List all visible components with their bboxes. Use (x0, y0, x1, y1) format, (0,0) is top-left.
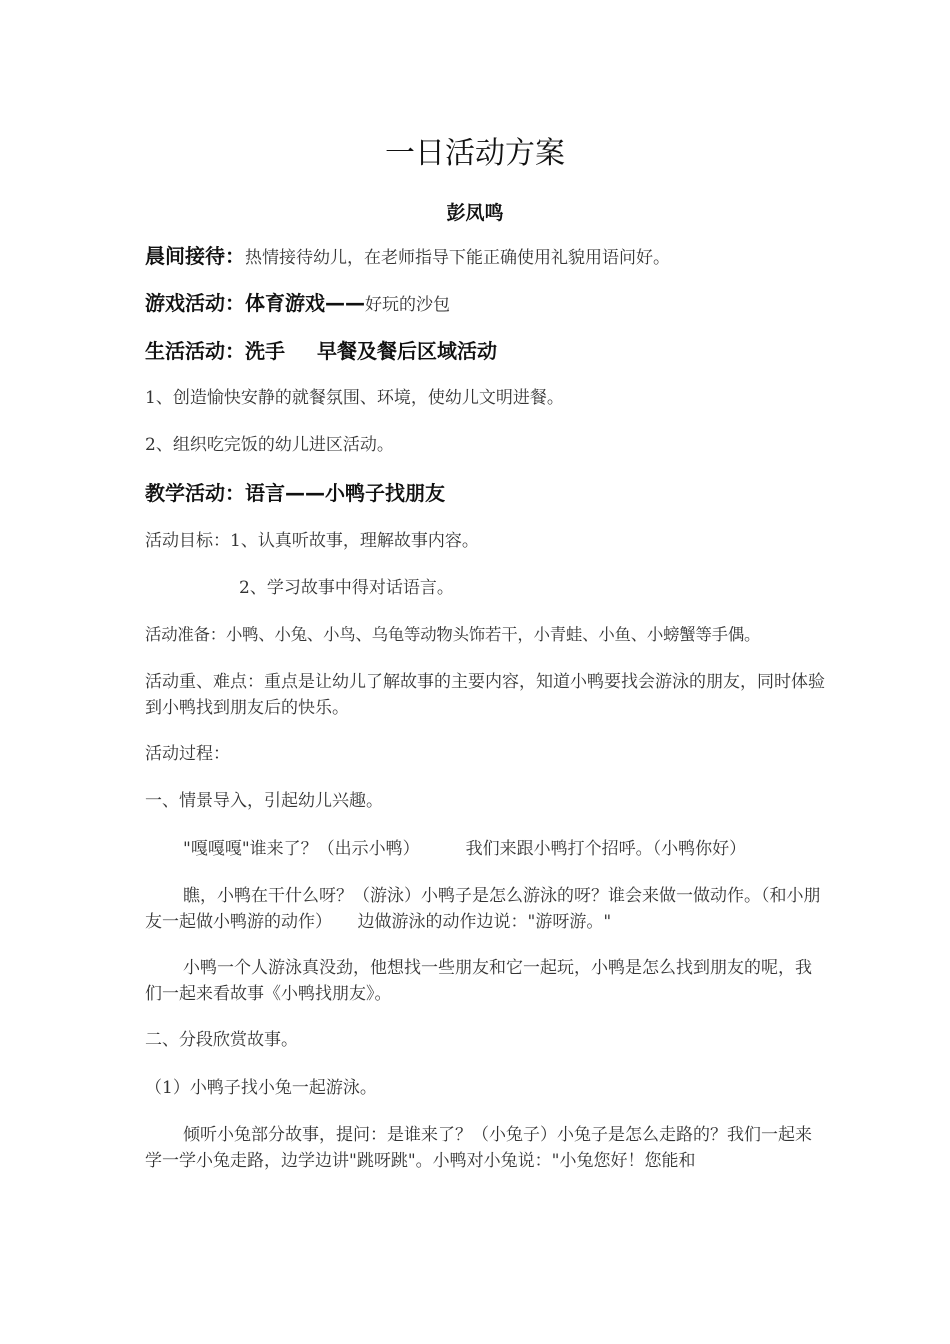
step-1-heading: 一、情景导入，引起幼儿兴趣。 (145, 791, 383, 811)
morning-text: 热情接待幼儿，在老师指导下能正确使用礼貌用语问好。 (245, 248, 670, 268)
doc-title: 一日活动方案 (385, 136, 565, 171)
paragraph-1 (145, 836, 863, 862)
life-text: 早餐及餐后区域活动 (317, 339, 497, 363)
life-item-2: 2、组织吃完饭的幼儿进区活动。 (145, 435, 394, 455)
sub-step-1-heading: （1）小鸭子找小兔一起游泳。 (145, 1078, 377, 1098)
doc-author: 彭凤鸣 (446, 202, 504, 224)
game-activity-line (145, 290, 825, 318)
goal-1: 活动目标：1、认真听故事，理解故事内容。 (145, 531, 479, 551)
paragraph-3: 小鸭一个人游泳真没劲，他想找一些朋友和它一起玩，小鸭是怎么找到朋友的呢，我们一起来看故事《小鸭找朋友》。 (145, 958, 812, 1004)
paragraph-1-a: "嘎嘎嘎"谁来了？（出示小鸭） (183, 839, 420, 859)
paragraph-1-b: 我们来跟小鸭打个招呼。（小鸭你好） (465, 839, 747, 859)
game-text: 好玩的沙包 (365, 295, 450, 315)
life-item-1: 1、创造愉快安静的就餐氛围、环境，使幼儿文明进餐。 (145, 388, 564, 408)
paragraph-4: 倾听小兔部分故事，提问：是谁来了？（小兔子）小兔子是怎么走路的？我们一起来学一学小兔走路，边学边讲"跳呀跳"。小鸭对小兔说："小兔您好！您能和 (145, 1125, 812, 1171)
life-label: 生活活动：洗手 (145, 339, 285, 363)
activity-keypoints: 活动重、难点：重点是让幼儿了解故事的主要内容，知道小鸭要找会游泳的朋友，同时体验到小鸭找到朋友后的快乐。 (145, 672, 825, 718)
paragraph-2: 瞧，小鸭在干什么呀？（游泳）小鸭子是怎么游泳的呀？谁会来做一做动作。（和小朋友一起做小鸭游的动作） 边做游泳的动作边说："游呀游。" (145, 886, 821, 932)
activity-preparation: 活动准备：小鸭、小兔、小鸟、乌龟等动物头饰若干，小青蛙、小鱼、小螃蟹等手偶。 (145, 625, 761, 644)
life-activity-line (145, 338, 825, 364)
game-label: 游戏活动：体育游戏—— (145, 291, 365, 315)
teaching-activity-heading: 教学活动：语言——小鸭子找朋友 (145, 481, 445, 505)
goal-2: 2、学习故事中得对话语言。 (239, 578, 454, 598)
morning-label: 晨间接待： (145, 244, 245, 268)
morning-reception-line (145, 243, 825, 271)
process-label: 活动过程： (145, 744, 230, 764)
step-2-heading: 二、分段欣赏故事。 (145, 1030, 298, 1050)
